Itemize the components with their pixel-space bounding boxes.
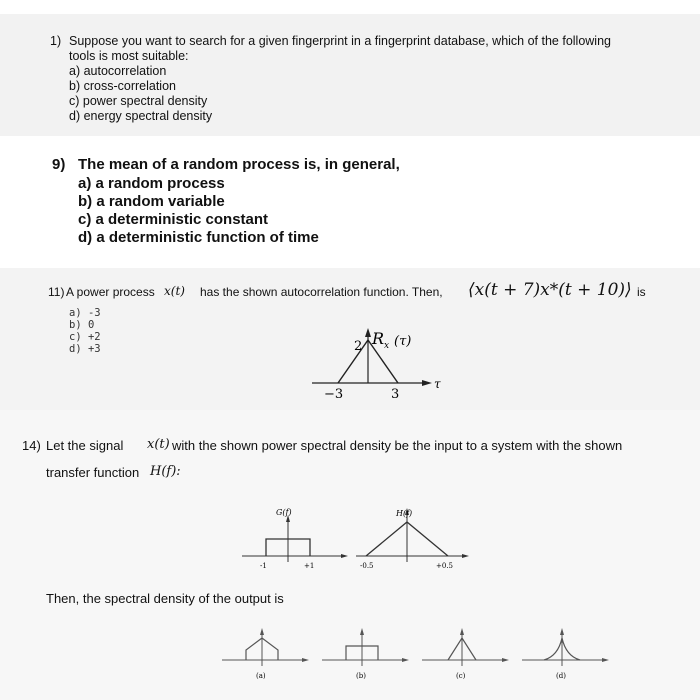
answer-d-figure [518,620,613,682]
answer-c-figure [418,620,513,682]
q1-number: 1) [50,34,62,48]
gf-label: G(f) [276,508,292,517]
q4-var-x: x(t) [147,437,170,452]
answer-b-figure [318,620,413,682]
peak-label: 2 [354,339,363,354]
hf-tick-right: +0.5 [436,562,453,570]
q2-option-a: a) a random process [78,175,225,192]
q4-number: 14) [22,438,41,453]
question-14-panel [0,410,700,700]
r-subscript: x [384,341,390,351]
tick-plus-3: 3 [391,387,400,402]
answer-a-label: (a) [256,672,266,680]
q2-number: 9) [52,156,66,173]
q4-hf: H(f): [150,464,181,479]
vertical-axis-arrow [365,328,371,337]
answer-d-label: (d) [556,672,566,680]
q1-question-line1: Suppose you want to search for a given fingerprint in a fingerprint database, which of the following [69,34,611,48]
q2-option-d: d) a deterministic function of time [78,229,319,246]
q1-option-c: c) power spectral density [69,94,208,108]
q2-question-text: The mean of a random process is, in general, [78,156,400,173]
q3-option-c: c) +2 [69,331,101,343]
question-1-panel [0,14,700,136]
q1-option-a: a) autocorrelation [69,64,167,78]
answer-c-label: (c) [456,672,466,680]
q3-var-x: x(t) [164,284,185,298]
r-label: R [372,329,385,348]
q2-option-b: b) a random variable [78,193,225,210]
hf-tick-left: -0.5 [360,562,374,570]
q1-option-b: b) cross-correlation [69,79,176,93]
autocorrelation-figure [300,318,450,403]
q3-number: 11) [48,285,65,299]
q3-text-mid: has the shown autocorrelation function. Then, [200,285,443,299]
gf-tick-right: +1 [304,562,315,570]
q4-text-line2: transfer function [46,465,140,480]
q1-option-d: d) energy spectral density [69,109,213,123]
q2-option-c: c) a deterministic constant [78,211,269,228]
q4-text-line1: Let the signal [46,438,124,453]
q3-option-b: b) 0 [69,319,95,331]
tau-label: τ [434,377,441,391]
gf-tick-left: -1 [260,562,267,570]
answer-a-figure [218,620,313,682]
question-11-panel [0,268,700,410]
q3-expression: ⟨x(t + 7)x*(t + 10)⟩ [468,280,632,300]
q4-text-line1-rest: with the shown power spectral density be the input to a system with the shown [172,438,623,453]
tau-axis-arrow [422,380,432,386]
q3-text-after: is [637,285,646,299]
answer-b-label: (b) [356,672,366,680]
q4-then-text: Then, the spectral density of the output is [46,591,284,606]
tick-minus-3: −3 [324,387,344,402]
q3-option-a: a) -3 [69,307,101,319]
r-argument: (τ) [394,334,412,349]
q1-question-line2: tools is most suitable: [69,49,189,63]
transfer-function-figure [352,502,477,577]
psd-input-figure [238,502,353,577]
q3-text-before: A power process [66,285,155,299]
q3-option-d: d) +3 [69,343,101,355]
hf-label: H(f) [396,509,413,518]
